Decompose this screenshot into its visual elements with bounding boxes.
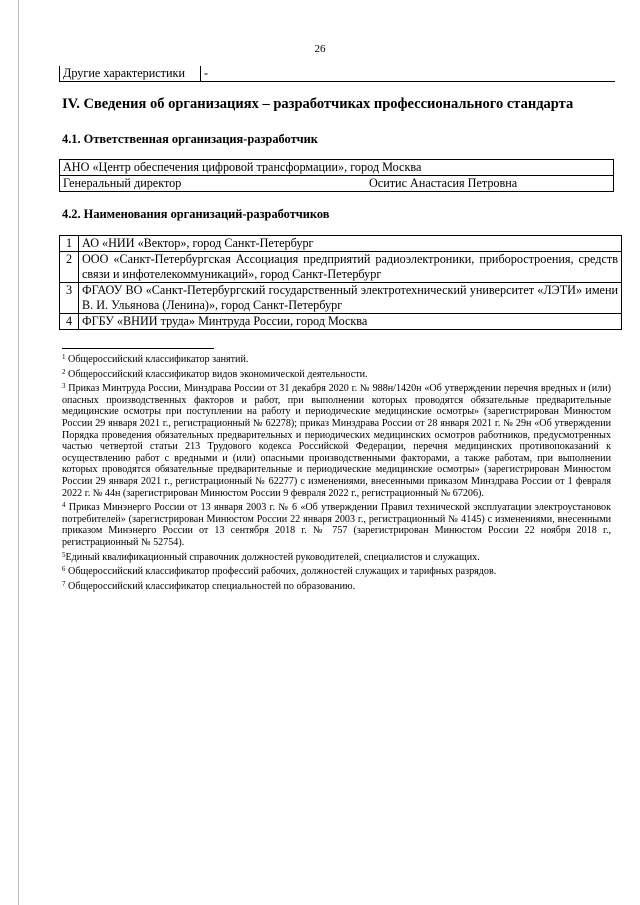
other-characteristics-table — [59, 66, 615, 82]
director-name: Оситис Анастасия Петровна — [366, 176, 614, 192]
footnote-separator — [62, 348, 214, 349]
footnote-mark: 4 — [62, 501, 66, 510]
footnote-text: Приказ Минтруда России, Минздрава России от 31 декабря 2020 г. № 988н/1420н «Об утверждении перечня вредных и (или) опасных производственных факторов и работ, при выполнении которых проводятся обязательные предварительные медицинские осмотры при поступлении на работу и периодические медицинские осмотры» (зарегистрирован Минюстом России 29 января 2021 г., регистрационный № 62278); приказ Минздрава России от 28 января 2021 г. № 29н «Об утверждении Порядка проведения обязательных предварительных и периодических медицинских осмотров работников, предусмотренных частью четвертой статьи 213 Трудового кодекса Российской Федерации, перечня медицинских противопоказаний к осуществлению работ с вредными и (или) опасными производственными факторами, а также работам, при выполнении которых проводятся обязательные предварительные и периодические медицинские осмотры» (зарегистрирован Минюстом России 29 января 2021 г., регистрационный № 62277) с изменениями, внесенными приказом Минздрава России от 1 февраля 2022 г. № 44н (зарегистрирован Минюстом России 9 февраля 2022 г., регистрационный № 67206). — [62, 383, 611, 499]
footnote — [62, 550, 611, 564]
org-name: ООО «Санкт-Петербургская Ассоциация предприятий радиоэлектроники, приборостроения, средств связи и инфотелекоммуникаций», город Санкт-Петербург — [79, 252, 622, 283]
footnote-text: Единый квалификационный справочник должностей руководителей, специалистов и служащих. — [65, 551, 480, 563]
footnote-mark: 2 — [62, 367, 66, 376]
responsible-org-table — [59, 159, 614, 192]
table-row — [60, 66, 616, 82]
developer-orgs-table — [59, 235, 622, 330]
footnote-mark: 6 — [62, 565, 66, 574]
row-number: 2 — [60, 252, 79, 283]
footnote — [62, 564, 611, 578]
footnote — [62, 579, 611, 593]
table-row — [60, 314, 622, 330]
footnote — [62, 352, 611, 366]
table-row — [60, 283, 622, 314]
footnote-text: Общероссийский классификатор профессий рабочих, должностей служащих и тарифных разрядов. — [68, 566, 497, 578]
table-row — [60, 236, 622, 252]
footnote-mark: 3 — [62, 382, 66, 391]
footnote-text: Общероссийский классификатор занятий. — [68, 354, 249, 365]
org-name: АО «НИИ «Вектор», город Санкт-Петербург — [79, 236, 622, 252]
footnote — [62, 381, 611, 499]
footnote-text: Общероссийский классификатор специальностей по образованию. — [68, 580, 356, 592]
footnote-mark: 5 — [62, 550, 66, 559]
footnote-mark: 7 — [62, 579, 66, 588]
page-edge-line — [18, 0, 19, 905]
org-name: ФГАОУ ВО «Санкт-Петербургский государственный электротехнический университет «ЛЭТИ» имени В. И. Ульянова (Ленина)», город Санкт-Петербург — [79, 283, 622, 314]
section-title: IV. Сведения об организациях – разработчиках профессионального стандарта — [62, 96, 574, 112]
footnote — [62, 367, 611, 381]
row-number: 3 — [60, 283, 79, 314]
table-row — [60, 252, 622, 283]
responsible-org-heading: 4.1. Ответственная организация-разработчик — [62, 132, 318, 146]
footnote-text: Приказ Минэнерго России от 13 января 2003 г. № 6 «Об утверждении Правил технической эксплуатации электроустановок потребителей» (зарегистрирован Минюстом России 22 января 2003 г., регистрационный № 4145) с изменениями, внесенными приказом Минэнерго России от 13 сентября 2018 г. № 757 (зарегистрирован Минюстом России 22 ноября 2018 г., регистрационный № 52754). — [62, 502, 611, 548]
other-characteristics-value: - — [201, 66, 616, 82]
footnotes — [62, 352, 611, 593]
page-number: 26 — [314, 43, 326, 55]
footnote — [62, 500, 611, 548]
director-position: Генеральный директор — [60, 176, 367, 192]
developer-orgs-heading: 4.2. Наименования организаций-разработчиков — [62, 207, 330, 221]
table-row — [60, 176, 614, 192]
footnote-mark: 1 — [62, 353, 66, 361]
other-characteristics-label: Другие характеристики — [60, 66, 201, 82]
table-row — [60, 160, 614, 176]
responsible-org-name: АНО «Центр обеспечения цифровой трансформации», город Москва — [60, 160, 614, 176]
row-number: 4 — [60, 314, 79, 330]
row-number: 1 — [60, 236, 79, 252]
footnote-text: Общероссийский классификатор видов экономической деятельности. — [68, 368, 368, 380]
org-name: ФГБУ «ВНИИ труда» Минтруда России, город Москва — [79, 314, 622, 330]
